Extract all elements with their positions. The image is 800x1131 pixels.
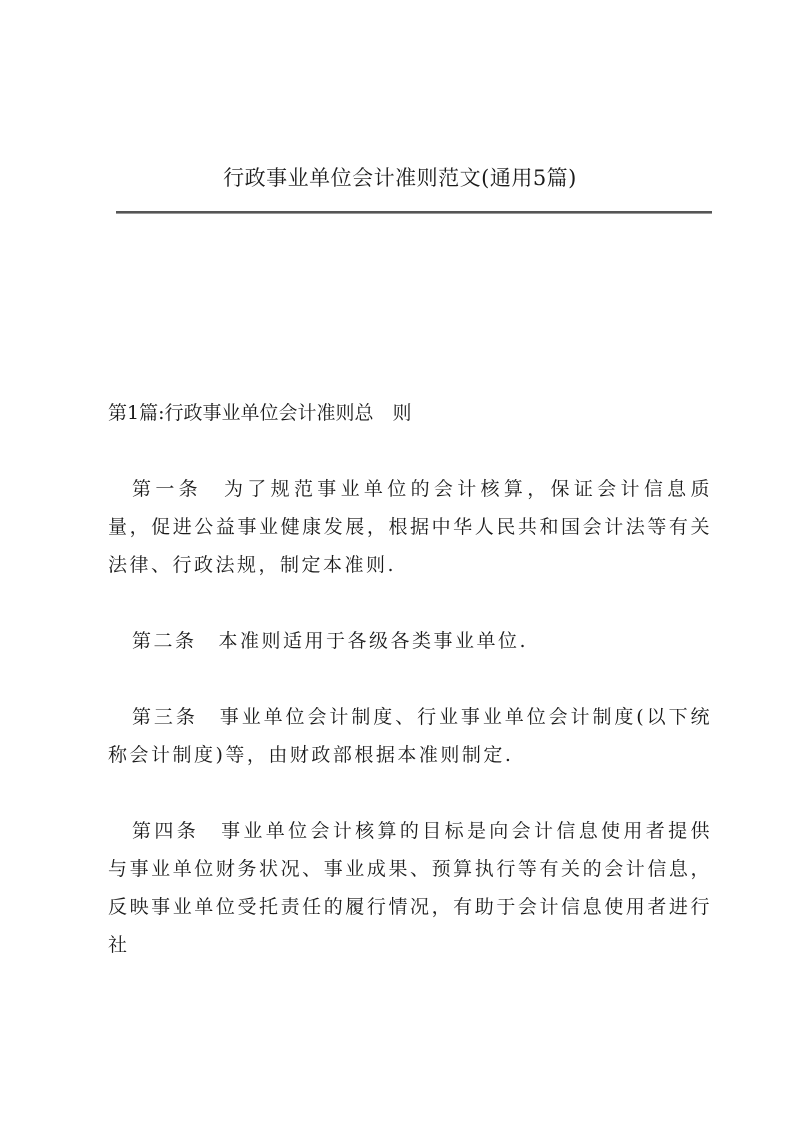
article-text: 事业单位会计核算的目标是向会计信息使用者提供与事业单位财务状况、事业成果、预算执行等有关的会计信息，反映事业单位受托责任的履行情况，有助于会计信息使用者进行社 bbox=[108, 820, 712, 956]
article-text: 本准则适用于各级各类事业单位. bbox=[218, 630, 529, 652]
article-2 bbox=[108, 622, 712, 660]
title-divider bbox=[116, 211, 712, 214]
article-number: 第一条 bbox=[132, 478, 202, 500]
article-1 bbox=[108, 470, 712, 584]
document-body bbox=[108, 394, 712, 1002]
article-number: 第二条 bbox=[132, 630, 197, 652]
article-4 bbox=[108, 812, 712, 964]
article-text: 为了规范事业单位的会计核算，保证会计信息质量，促进公益事业健康发展，根据中华人民共和国会计法等有关法律、行政法规，制定本准则. bbox=[108, 478, 712, 576]
article-text: 事业单位会计制度、行业事业单位会计制度(以下统称会计制度)等，由财政部根据本准则制定. bbox=[108, 706, 712, 766]
article-number: 第三条 bbox=[132, 706, 198, 728]
section-heading: 第1篇:行政事业单位会计准则总 则 bbox=[108, 402, 412, 424]
article-3 bbox=[108, 698, 712, 774]
article-number: 第四条 bbox=[132, 820, 200, 842]
document-title: 行政事业单位会计准则范文(通用5篇) bbox=[223, 166, 577, 190]
